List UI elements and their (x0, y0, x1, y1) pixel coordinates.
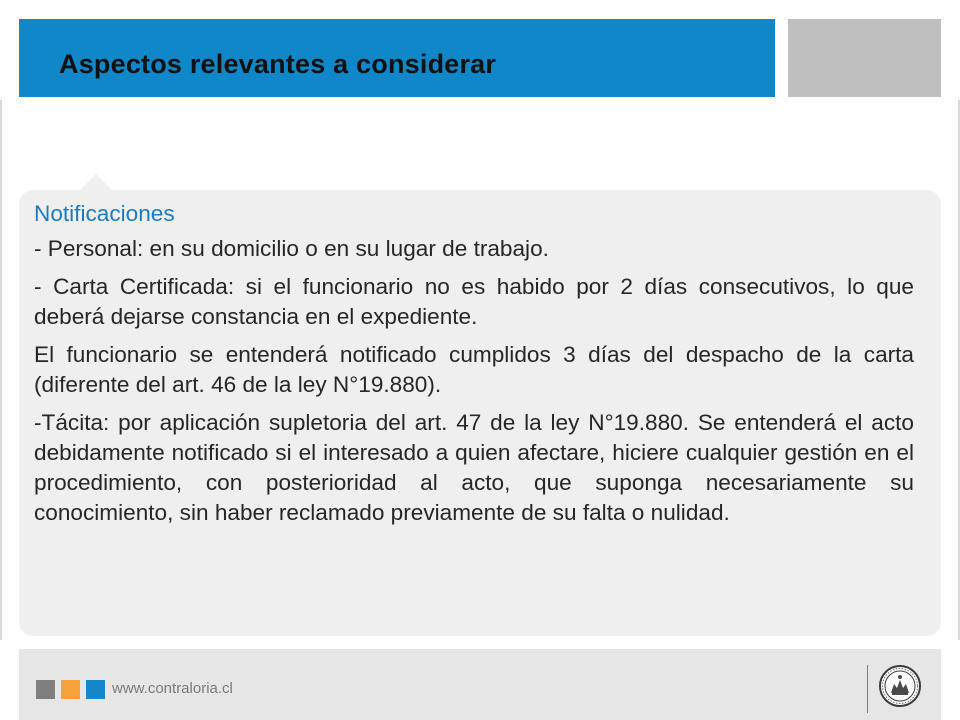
paragraph-carta-certificada: - Carta Certificada: si el funcionario no es habido por 2 días consecutivos, lo que deberá dejarse constancia en el expediente. (34, 274, 914, 329)
footer (19, 649, 941, 720)
content-body (34, 199, 914, 528)
paragraph-tacita: -Tácita: por aplicación supletoria del art. 47 de la ley N°19.880. Se entenderá el acto debidamente notificado si el interesado a quien afectare, hiciere cualquier gestión en el procedimiento, con posterioridad al acto, que suponga necesariamente su conocimiento, sin haber reclamado previamente de su falta o nulidad. (34, 410, 914, 525)
callout-pointer (79, 174, 113, 191)
footer-square-gray (36, 680, 55, 699)
slide-frame-left (0, 100, 2, 640)
section-heading: Notificaciones (34, 201, 175, 226)
slide-title: Aspectos relevantes a considerar (59, 49, 497, 79)
title-bar (19, 19, 775, 97)
paragraph-personal: - Personal: en su domicilio o en su lugar de trabajo. (34, 236, 549, 261)
footer-square-blue (86, 680, 105, 699)
header-accent-block (788, 19, 941, 97)
contraloria-seal-icon (878, 664, 922, 708)
footer-square-orange (61, 680, 80, 699)
footer-website-link[interactable]: www.contraloria.cl (112, 680, 233, 697)
paragraph-plazo-notificacion: El funcionario se entenderá notificado cumplidos 3 días del despacho de la carta (diferente del art. 46 de la ley N°19.880). (34, 342, 914, 397)
footer-divider (867, 665, 868, 713)
